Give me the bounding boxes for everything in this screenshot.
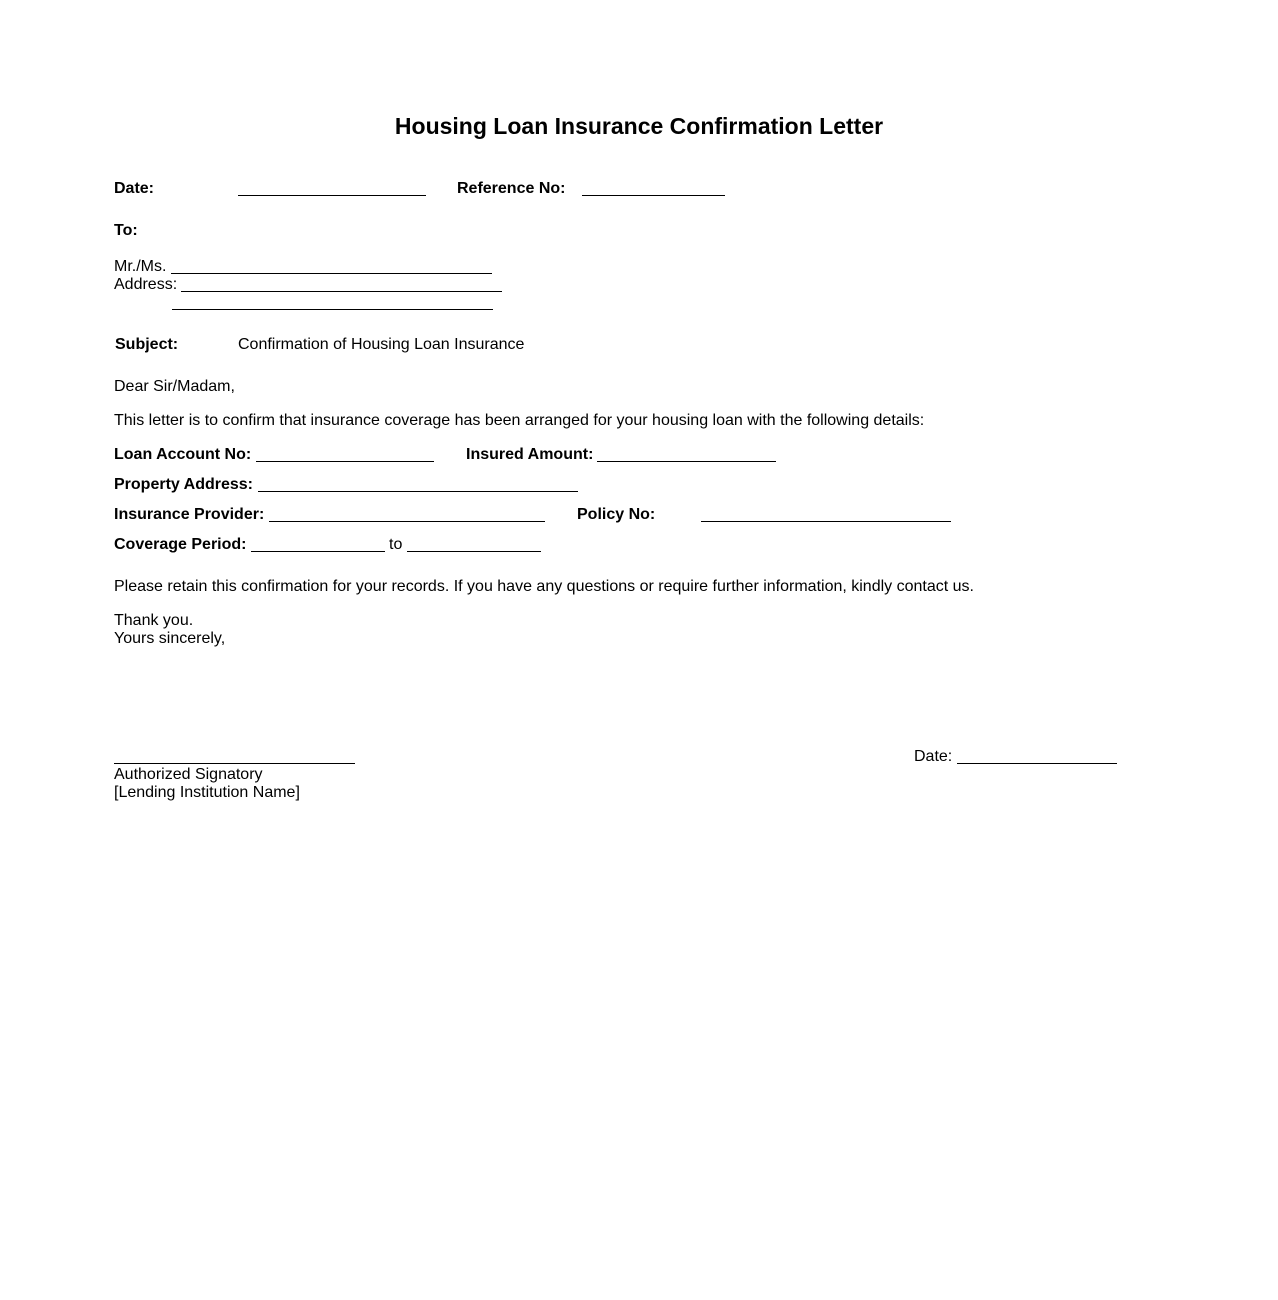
signature-line[interactable] xyxy=(114,763,355,764)
name-field[interactable] xyxy=(171,273,492,274)
subject-label: Subject: xyxy=(115,336,179,353)
institution-name: [Lending Institution Name] xyxy=(114,784,300,801)
signature-date-label: Date: xyxy=(914,748,953,765)
insurance-provider-label: Insurance Provider: xyxy=(114,506,265,523)
date-field[interactable] xyxy=(238,195,426,196)
signature-date-field[interactable] xyxy=(957,763,1117,764)
thanks-text: Thank you. xyxy=(114,612,194,629)
loan-account-field[interactable] xyxy=(256,461,434,462)
loan-account-label: Loan Account No: xyxy=(114,446,252,463)
to-label: To: xyxy=(114,222,138,239)
policy-no-label: Policy No: xyxy=(577,506,656,523)
address-field-1[interactable] xyxy=(181,291,502,292)
insured-amount-label: Insured Amount: xyxy=(466,446,594,463)
subject-value: Confirmation of Housing Loan Insurance xyxy=(238,336,525,353)
coverage-period-label: Coverage Period: xyxy=(114,536,247,553)
coverage-to-word: to xyxy=(389,536,403,553)
address-label: Address: xyxy=(114,276,178,293)
closing-note: Please retain this confirmation for your records. If you have any questions or require further information, kindly contact us. xyxy=(114,578,974,595)
property-address-label: Property Address: xyxy=(114,476,253,493)
date-label: Date: xyxy=(114,180,155,197)
insurance-provider-field[interactable] xyxy=(269,521,545,522)
sign-off: Yours sincerely, xyxy=(114,630,226,647)
salutation: Dear Sir/Madam, xyxy=(114,378,235,395)
name-label: Mr./Ms. xyxy=(114,258,167,275)
coverage-end-field[interactable] xyxy=(407,551,541,552)
page-title: Housing Loan Insurance Confirmation Letter xyxy=(394,113,884,139)
reference-label: Reference No: xyxy=(457,180,566,197)
intro-text: This letter is to confirm that insurance coverage has been arranged for your housing loan with the following details: xyxy=(114,412,925,429)
address-field-2[interactable] xyxy=(172,309,493,310)
policy-no-field[interactable] xyxy=(701,521,951,522)
signatory-label: Authorized Signatory xyxy=(114,766,263,783)
property-address-field[interactable] xyxy=(258,491,578,492)
coverage-start-field[interactable] xyxy=(251,551,385,552)
reference-field[interactable] xyxy=(582,195,725,196)
insured-amount-field[interactable] xyxy=(597,461,776,462)
